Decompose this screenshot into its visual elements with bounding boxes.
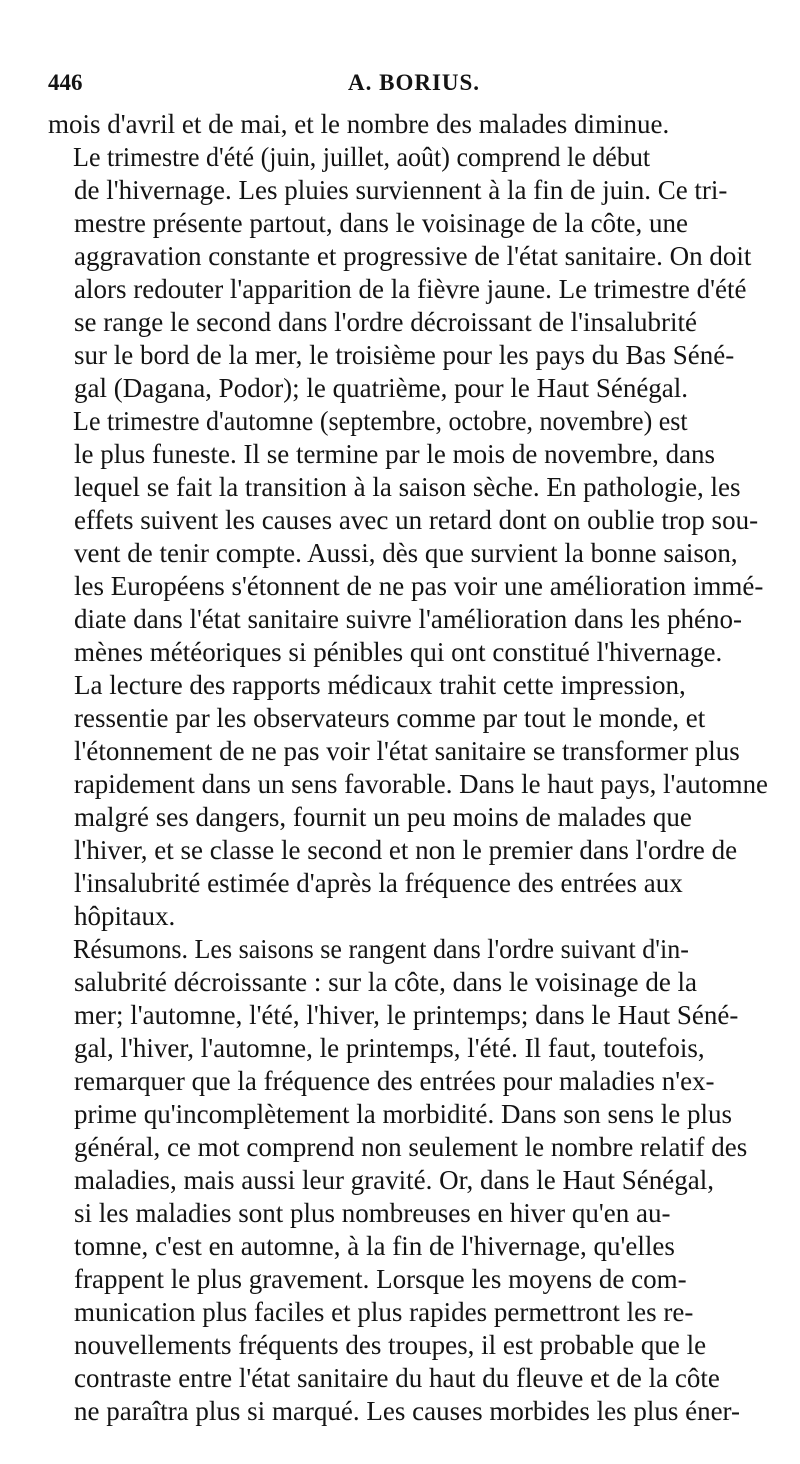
- text-line: salubrité décroissante : sur la côte, dans le voisinage de la: [74, 967, 698, 997]
- text-line: malgré ses dangers, fournit un peu moins de malades que: [74, 802, 692, 832]
- text-line: mestre présente partout, dans le voisinage de la côte, une: [74, 208, 689, 238]
- body-text: [48, 108, 768, 1428]
- text-line: frappent le plus gravement. Lorsque les moyens de com-: [74, 1264, 687, 1294]
- text-line: l'étonnement de ne pas voir l'état sanitaire se transformer plus: [74, 736, 740, 766]
- text-line: prime qu'incomplètement la morbidité. Dans son sens le plus: [74, 1099, 732, 1129]
- text-line: mènes météoriques si pénibles qui ont constitué l'hivernage.: [74, 637, 723, 667]
- text-line: ressentie par les observateurs comme par tout le monde, et: [74, 703, 706, 733]
- text-line: l'hiver, et se classe le second et non le premier dans l'ordre de: [74, 835, 738, 865]
- text-line: si les maladies sont plus nombreuses en hiver qu'en au-: [74, 1198, 671, 1228]
- text-line: les Européens s'étonnent de ne pas voir une amélioration immé-: [74, 571, 764, 601]
- text-line: munication plus faciles et plus rapides permettront les re-: [74, 1297, 694, 1327]
- text-line: alors redouter l'apparition de la fièvre jaune. Le trimestre d'été: [74, 274, 747, 304]
- text-line: mer; l'automne, l'été, l'hiver, le printemps; dans le Haut Séné-: [74, 1000, 739, 1030]
- text-line: diate dans l'état sanitaire suivre l'amélioration dans les phéno-: [74, 604, 743, 634]
- paragraph: [48, 141, 768, 405]
- text-line: gal (Dagana, Podor); le quatrième, pour le Haut Sénégal.: [74, 373, 689, 403]
- text-line: La lecture des rapports médicaux trahit cette impression,: [74, 670, 686, 700]
- text-line: le plus funeste. Il se termine par le mois de novembre, dans: [74, 439, 716, 469]
- text-line: rapidement dans un sens favorable. Dans le haut pays, l'automne: [73, 769, 768, 799]
- text-line: de l'hivernage. Les pluies surviennent à la fin de juin. Ce tri-: [74, 175, 728, 205]
- text-line: tomne, c'est en automne, à la fin de l'hivernage, qu'elles: [74, 1231, 675, 1261]
- text-line: général, ce mot comprend non seulement le nombre relatif des: [74, 1132, 748, 1162]
- text-line: se range le second dans l'ordre décroissant de l'insalubrité: [74, 307, 698, 337]
- text-line: aggravation constante et progressive de l'état sanitaire. On doit: [74, 241, 752, 271]
- text-line: mois d'avril et de mai, et le nombre des malades diminue.: [48, 109, 670, 139]
- text-line: Le trimestre d'automne (septembre, octobre, novembre) est: [73, 406, 688, 436]
- text-line: nouvellements fréquents des troupes, il est probable que le: [74, 1330, 707, 1360]
- text-line: l'insalubrité estimée d'après la fréquence des entrées aux: [74, 868, 683, 898]
- text-line: gal, l'hiver, l'automne, le printemps, l'été. Il faut, toutefois,: [74, 1033, 705, 1063]
- text-line: vent de tenir compte. Aussi, dès que survient la bonne saison,: [74, 538, 738, 568]
- text-line: lequel se fait la transition à la saison sèche. En pathologie, les: [74, 472, 741, 502]
- page-number: 446: [48, 70, 83, 95]
- paragraph: [48, 405, 768, 933]
- running-head: [48, 70, 768, 104]
- text-line: effets suivent les causes avec un retard dont on oublie trop sou-: [74, 505, 759, 535]
- paragraph: [48, 108, 768, 141]
- running-title: A. BORIUS.: [348, 70, 481, 95]
- text-line: ne paraîtra plus si marqué. Les causes morbides les plus éner-: [74, 1396, 740, 1426]
- text-line: Le trimestre d'été (juin, juillet, août) comprend le début: [73, 142, 651, 172]
- text-line: Résumons. Les saisons se rangent dans l'ordre suivant d'in-: [73, 934, 689, 964]
- text-line: remarquer que la fréquence des entrées pour maladies n'ex-: [74, 1066, 715, 1096]
- text-line: hôpitaux.: [74, 901, 176, 931]
- text-line: maladies, mais aussi leur gravité. Or, dans le Haut Sénégal,: [74, 1165, 714, 1195]
- text-line: contraste entre l'état sanitaire du haut du fleuve et de la côte: [74, 1363, 720, 1393]
- text-line: sur le bord de la mer, le troisième pour les pays du Bas Séné-: [74, 340, 735, 370]
- paragraph: [48, 933, 768, 1428]
